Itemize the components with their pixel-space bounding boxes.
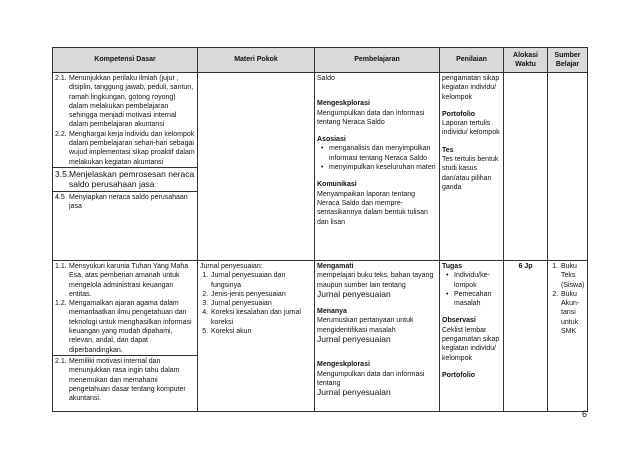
kd-cell [53,261,198,412]
mengamati-topic: Jurnal penyesuaian [317,288,391,299]
materi-cell [198,73,315,261]
kd-item [53,167,197,191]
header-penilaian: Penilaian [440,48,504,73]
table-row [53,73,588,261]
header-kd: Kompetensi Dasar [53,48,198,73]
list-item: 1. Buku Teks (Siswa) [560,262,585,290]
kd-item [55,262,195,299]
kd-item [53,191,197,213]
asosiasi-title: Asosiasi [317,136,346,144]
materi-list [200,271,312,336]
kd-number: 2.1. [55,357,67,365]
portofolio-title: Portofolio [442,110,476,118]
eksplorasi-text: Mengumpulkan data dan informasi tentang Neraca Saldo [317,109,425,126]
pembelajaran-cell [315,73,440,261]
eksplorasi-title: Mengeskplorasi [317,100,370,108]
kd-item [53,355,197,404]
kd-number: 2.2. [55,130,67,138]
list-item: 3. Jurnal penyesuaian [210,299,312,308]
komunikasi-title: Komunikasi [317,181,357,189]
kd-number: 1.2. [55,300,67,308]
mengamati-title: Mengamati [317,263,354,270]
header-row [53,48,588,73]
list-item: 2. Buku Akun-tansi untuk SMK [560,290,585,336]
tes-title: Tes [442,146,454,154]
asosiasi-list [317,144,437,172]
kd-text: Menjelaskan pemrosesan neraca saldo perusahaan jasa [69,168,195,190]
header-sumber: Sumber Belajar [548,48,588,73]
kd-text: Menunjukkan perilaku ilmiah (jujur , disiplin, tanggung jawab, peduli, santun, ramah lingkungan, gotong royong) dalam melakukan pembelajaran sehingga menjadi motivasi internal dalam pembelajaran akuntansi [69,75,194,129]
syllabus-table [52,47,588,412]
eksplorasi-topic: Jurnal penyesuaian [317,387,391,398]
kd-cell [53,73,198,261]
list-item: 2. Jenis-jenis penyesuaian [210,290,312,299]
observasi-title: Observasi [442,317,476,325]
sumber-cell [548,261,588,412]
mengamati-text: mempelajari buku teks, bahan tayang maupun sumber lain tentang [317,272,434,289]
list-item: • Individu/ke-lompok [450,271,501,290]
observasi-text: Ceklist lembar pengamatan sikap kegiatan individu/ kelompok [442,326,500,362]
eksplorasi-title: Mengeskplorasi [317,361,370,369]
kd-number: 3.5. [55,168,70,179]
table-row [53,261,588,412]
kd-number: 2.1. [55,75,67,82]
eksplorasi-text: Mengumpulkan data dan informasi tentang [317,370,425,387]
alokasi-cell [504,73,548,261]
sumber-list [550,262,585,336]
kd-item [55,74,195,130]
penilaian-cell [440,73,504,261]
menanya-text: Merumuskan pertanyaan untuk mengidentifikasi masalah [317,317,414,334]
tugas-list [442,271,501,308]
kd-text: Menghargai kerja individu dan kelompok dalam pembelajaran sehari-hari sebagai wujud implementasi sikap proaktif dalam melakukan kegiatan akuntansi [69,130,195,166]
menanya-title: Menanya [317,308,347,316]
kd-text: Memiliki motivasi internal dan menunjukkan rasa ingin tahu dalam menemukan dan memahami pengetahuan dasar tentang komputer akuntansi. [69,357,186,403]
pembelajaran-cell [315,261,440,412]
list-item: • Pemecahan masalah [450,290,501,309]
list-item: • menganalisis dan menyimpulkan informasi tentang Neraca Saldo [325,144,437,163]
kd-item [55,130,195,167]
header-materi: Materi Pokok [198,48,315,73]
header-pembelajaran: Pembelajaran [315,48,440,73]
list-item: • menyimpulkan keseluruhan materi [325,163,437,172]
materi-title: Jurnal penyesuaian: [200,263,263,270]
header-alokasi: Alokasi Waktu [504,48,548,73]
penilaian-cell [440,261,504,412]
kd-item [55,299,195,355]
penilaian-text: Laporan tertulis individu/ kelompok [442,120,500,137]
sumber-cell [548,73,588,261]
page-number: 6 [581,409,587,419]
komunikasi-text: Menyampaikan laporan tentang Neraca Saldo dan mempre-sentasikannya dalam bentuk tulisan dan lisan [317,190,428,226]
menanya-topic: Jurnal penyesuaian [317,334,391,345]
kd-number: 4.5 [55,193,65,201]
materi-cell [198,261,315,412]
list-item: 4. Koreksi kesalahan dan jurnal koreksi [210,308,312,327]
list-item: 5. Koreksi akun [210,327,312,336]
kd-number: 1.1. [55,263,67,270]
pembelajaran-intro: Saldo [317,75,335,82]
alokasi-cell: 6 Jp [504,261,548,412]
penilaian-text: Tes tertulis bentuk studi kasus dan/atau pilihan ganda [442,156,499,191]
kd-text: Mengamalkan ajaran agama dalam memanfaatkan ilmu pengetahuan dan teknologi untuk menghasilkan informasi keuangan yang mudah dipahami, relevan, andal, dan dapat diperbandingkan. [69,300,192,354]
kd-text: Mensyukuri karunia Tuhan Yang Maha Esa, atas pemberian amanah untuk mengelola administrasi keuangan entitas. [69,263,189,298]
kd-text: Menyiapkan neraca saldo perusahaan jasa [69,193,188,211]
penilaian-text: pengamatan sikap kegiatan individu/ kelompok [442,75,500,101]
list-item: 1. Jurnal penyesuaian dan fungsinya [210,271,312,290]
tugas-title: Tugas [442,263,463,270]
portofolio-title: Portofolio [442,371,476,379]
